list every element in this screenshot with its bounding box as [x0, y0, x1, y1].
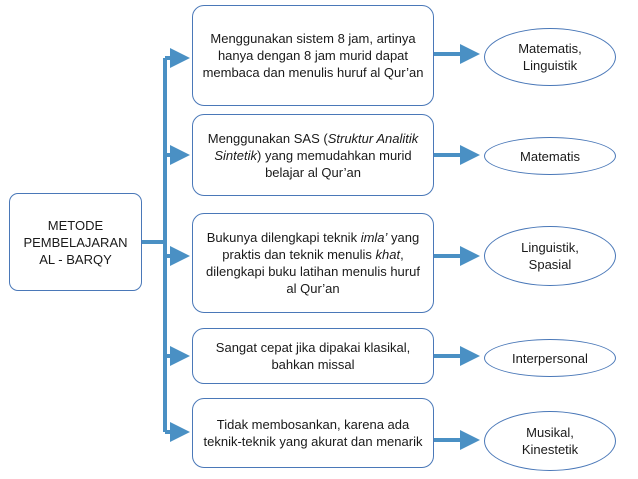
intelligence-5-line-2: Kinestetik	[521, 442, 579, 457]
intelligence-oval-3	[484, 226, 616, 286]
intelligence-4-line-1: Interpersonal	[512, 350, 588, 366]
feature-box-4	[192, 328, 434, 384]
intelligence-oval-2	[484, 137, 616, 175]
feature-text-5: Tidak membosankan, karena ada teknik-teknik yang akurat dan menarik	[203, 417, 423, 449]
feature-box-2	[192, 114, 434, 196]
intelligence-oval-1	[484, 28, 616, 86]
feature-text-2: Menggunakan SAS (Struktur Analitik Sintetik) yang memudahkan murid belajar al Qur’an	[207, 130, 419, 180]
feature-text-4: Sangat cepat jika dipakai klasikal, bahkan missal	[215, 340, 411, 372]
feature-text-3: Bukunya dilengkapi teknik imla’ yang praktis dan teknik menulis khat, dilengkapi buku latihan menulis huruf al Qur’an	[206, 230, 420, 296]
intelligence-2-line-1: Matematis	[520, 148, 580, 164]
intelligence-oval-4	[484, 339, 616, 377]
intelligence-3-line-2: Spasial	[528, 257, 572, 272]
intelligence-1-line-2: Linguistik	[522, 58, 578, 73]
root-node	[9, 193, 142, 291]
feature-box-1	[192, 5, 434, 106]
intelligence-oval-5	[484, 411, 616, 471]
intelligence-3-line-1: Linguistik,	[521, 240, 579, 255]
feature-box-5	[192, 398, 434, 468]
root-line-2: PEMBELAJARAN	[23, 234, 128, 250]
intelligence-1-line-1: Matematis,	[518, 41, 582, 56]
feature-box-3	[192, 213, 434, 313]
intelligence-5-line-1: Musikal,	[526, 425, 574, 440]
root-line-1: METODE	[47, 217, 104, 233]
feature-text-1: Menggunakan sistem 8 jam, artinya hanya dengan 8 jam murid dapat membaca dan menulis huruf al Qur’an	[202, 31, 424, 80]
root-line-3: AL - BARQY	[39, 251, 112, 267]
